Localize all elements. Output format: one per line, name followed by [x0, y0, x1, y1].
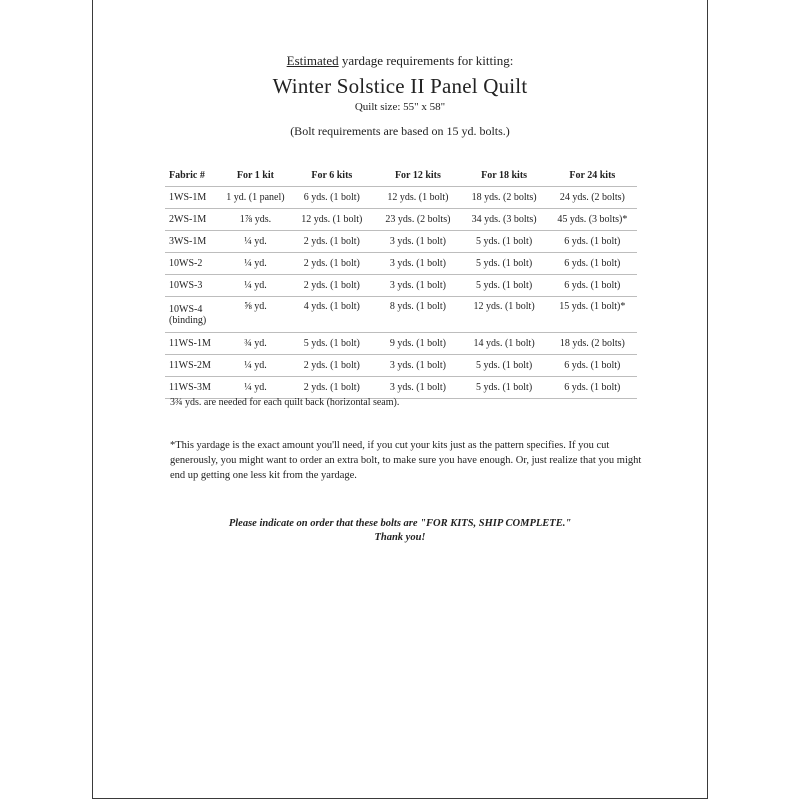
fabric-subtitle: (binding) — [169, 314, 207, 326]
kit6-cell: 12 yds. (1 bolt) — [288, 209, 375, 231]
kit1-cell: ¼ yd. — [223, 377, 289, 399]
page-title: Winter Solstice II Panel Quilt — [272, 74, 528, 98]
kit24-cell: 6 yds. (1 bolt) — [548, 231, 637, 253]
closing-note — [93, 517, 707, 545]
kit12-cell: 8 yds. (1 bolt) — [375, 297, 460, 333]
kit18-cell: 18 yds. (2 bolts) — [461, 187, 548, 209]
quilt-size: Quilt size: 55" x 58" — [354, 101, 446, 113]
kit12-cell: 23 yds. (2 bolts) — [375, 209, 460, 231]
fabric-cell: 11WS-1M — [165, 333, 223, 355]
column-header: For 1 kit — [223, 164, 289, 187]
closing-line-2: Thank you! — [374, 532, 426, 543]
kit18-cell: 5 yds. (1 bolt) — [461, 355, 548, 377]
kit18-cell: 12 yds. (1 bolt) — [461, 297, 548, 333]
fabric-cell: 10WS-2 — [165, 253, 223, 275]
column-header: For 24 kits — [548, 164, 637, 187]
table-row — [165, 209, 637, 231]
fabric-cell: 2WS-1M — [165, 209, 223, 231]
yardage-table — [165, 164, 637, 399]
kit12-cell: 3 yds. (1 bolt) — [375, 253, 460, 275]
kit1-cell: ¾ yd. — [223, 333, 289, 355]
kit6-cell: 2 yds. (1 bolt) — [288, 231, 375, 253]
estimated-heading — [93, 53, 707, 69]
kit6-cell: 2 yds. (1 bolt) — [288, 377, 375, 399]
kit12-cell: 12 yds. (1 bolt) — [375, 187, 460, 209]
kit24-cell: 6 yds. (1 bolt) — [548, 275, 637, 297]
kit1-cell: ¼ yd. — [223, 355, 289, 377]
kit6-cell: 4 yds. (1 bolt) — [288, 297, 375, 333]
fabric-code: 10WS-4 — [169, 303, 203, 315]
kit12-cell: 3 yds. (1 bolt) — [375, 377, 460, 399]
column-header: Fabric # — [165, 164, 223, 187]
table-header-row — [165, 164, 637, 187]
fabric-cell: 10WS-3 — [165, 275, 223, 297]
quilt-back-note: 3¾ yds. are needed for each quilt back (horizontal seam). — [170, 397, 400, 408]
estimated-word: Estimated — [286, 53, 339, 68]
kit24-cell: 45 yds. (3 bolts)* — [548, 209, 637, 231]
table-row — [165, 377, 637, 399]
fabric-cell: 1WS-1M — [165, 187, 223, 209]
fabric-cell — [165, 297, 223, 333]
fabric-cell: 3WS-1M — [165, 231, 223, 253]
column-header: For 6 kits — [288, 164, 375, 187]
kit12-cell: 3 yds. (1 bolt) — [375, 231, 460, 253]
kit24-cell: 6 yds. (1 bolt) — [548, 355, 637, 377]
kit6-cell: 2 yds. (1 bolt) — [288, 275, 375, 297]
kit24-cell: 24 yds. (2 bolts) — [548, 187, 637, 209]
table-row — [165, 231, 637, 253]
table-row — [165, 187, 637, 209]
document-page — [92, 0, 708, 799]
table-row — [165, 355, 637, 377]
table-row — [165, 275, 637, 297]
column-header: For 12 kits — [375, 164, 460, 187]
kit1-cell: ¼ yd. — [223, 231, 289, 253]
kit12-cell: 3 yds. (1 bolt) — [375, 275, 460, 297]
table-row — [165, 297, 637, 333]
kit6-cell: 2 yds. (1 bolt) — [288, 355, 375, 377]
kit1-cell: 1⅞ yds. — [223, 209, 289, 231]
kit18-cell: 5 yds. (1 bolt) — [461, 377, 548, 399]
estimated-rest: yardage requirements for kitting: — [338, 53, 514, 68]
table-row — [165, 333, 637, 355]
footnote: *This yardage is the exact amount you'll need, if you cut your kits just as the pattern specifies. If you cut generously, you might want to order an extra bolt, to make sure you have enough. Or, just realize that you might end up getting one less kit from the yardage. — [170, 440, 642, 481]
kit18-cell: 5 yds. (1 bolt) — [461, 253, 548, 275]
bolt-note: (Bolt requirements are based on 15 yd. bolts.) — [290, 124, 510, 138]
kit1-cell: ¼ yd. — [223, 275, 289, 297]
kit6-cell: 2 yds. (1 bolt) — [288, 253, 375, 275]
kit12-cell: 9 yds. (1 bolt) — [375, 333, 460, 355]
kit1-cell: 1 yd. (1 panel) — [223, 187, 289, 209]
kit24-cell: 15 yds. (1 bolt)* — [548, 297, 637, 333]
column-header: For 18 kits — [461, 164, 548, 187]
kit6-cell: 6 yds. (1 bolt) — [288, 187, 375, 209]
kit6-cell: 5 yds. (1 bolt) — [288, 333, 375, 355]
kit18-cell: 5 yds. (1 bolt) — [461, 275, 548, 297]
kit1-cell: ⅝ yd. — [223, 297, 289, 333]
kit18-cell: 34 yds. (3 bolts) — [461, 209, 548, 231]
kit24-cell: 18 yds. (2 bolts) — [548, 333, 637, 355]
kit18-cell: 14 yds. (1 bolt) — [461, 333, 548, 355]
kit18-cell: 5 yds. (1 bolt) — [461, 231, 548, 253]
fabric-cell: 11WS-3M — [165, 377, 223, 399]
closing-line-1: Please indicate on order that these bolts are "FOR KITS, SHIP COMPLETE." — [228, 518, 572, 529]
kit24-cell: 6 yds. (1 bolt) — [548, 253, 637, 275]
fabric-cell: 11WS-2M — [165, 355, 223, 377]
kit24-cell: 6 yds. (1 bolt) — [548, 377, 637, 399]
kit1-cell: ¼ yd. — [223, 253, 289, 275]
table-row — [165, 253, 637, 275]
kit12-cell: 3 yds. (1 bolt) — [375, 355, 460, 377]
